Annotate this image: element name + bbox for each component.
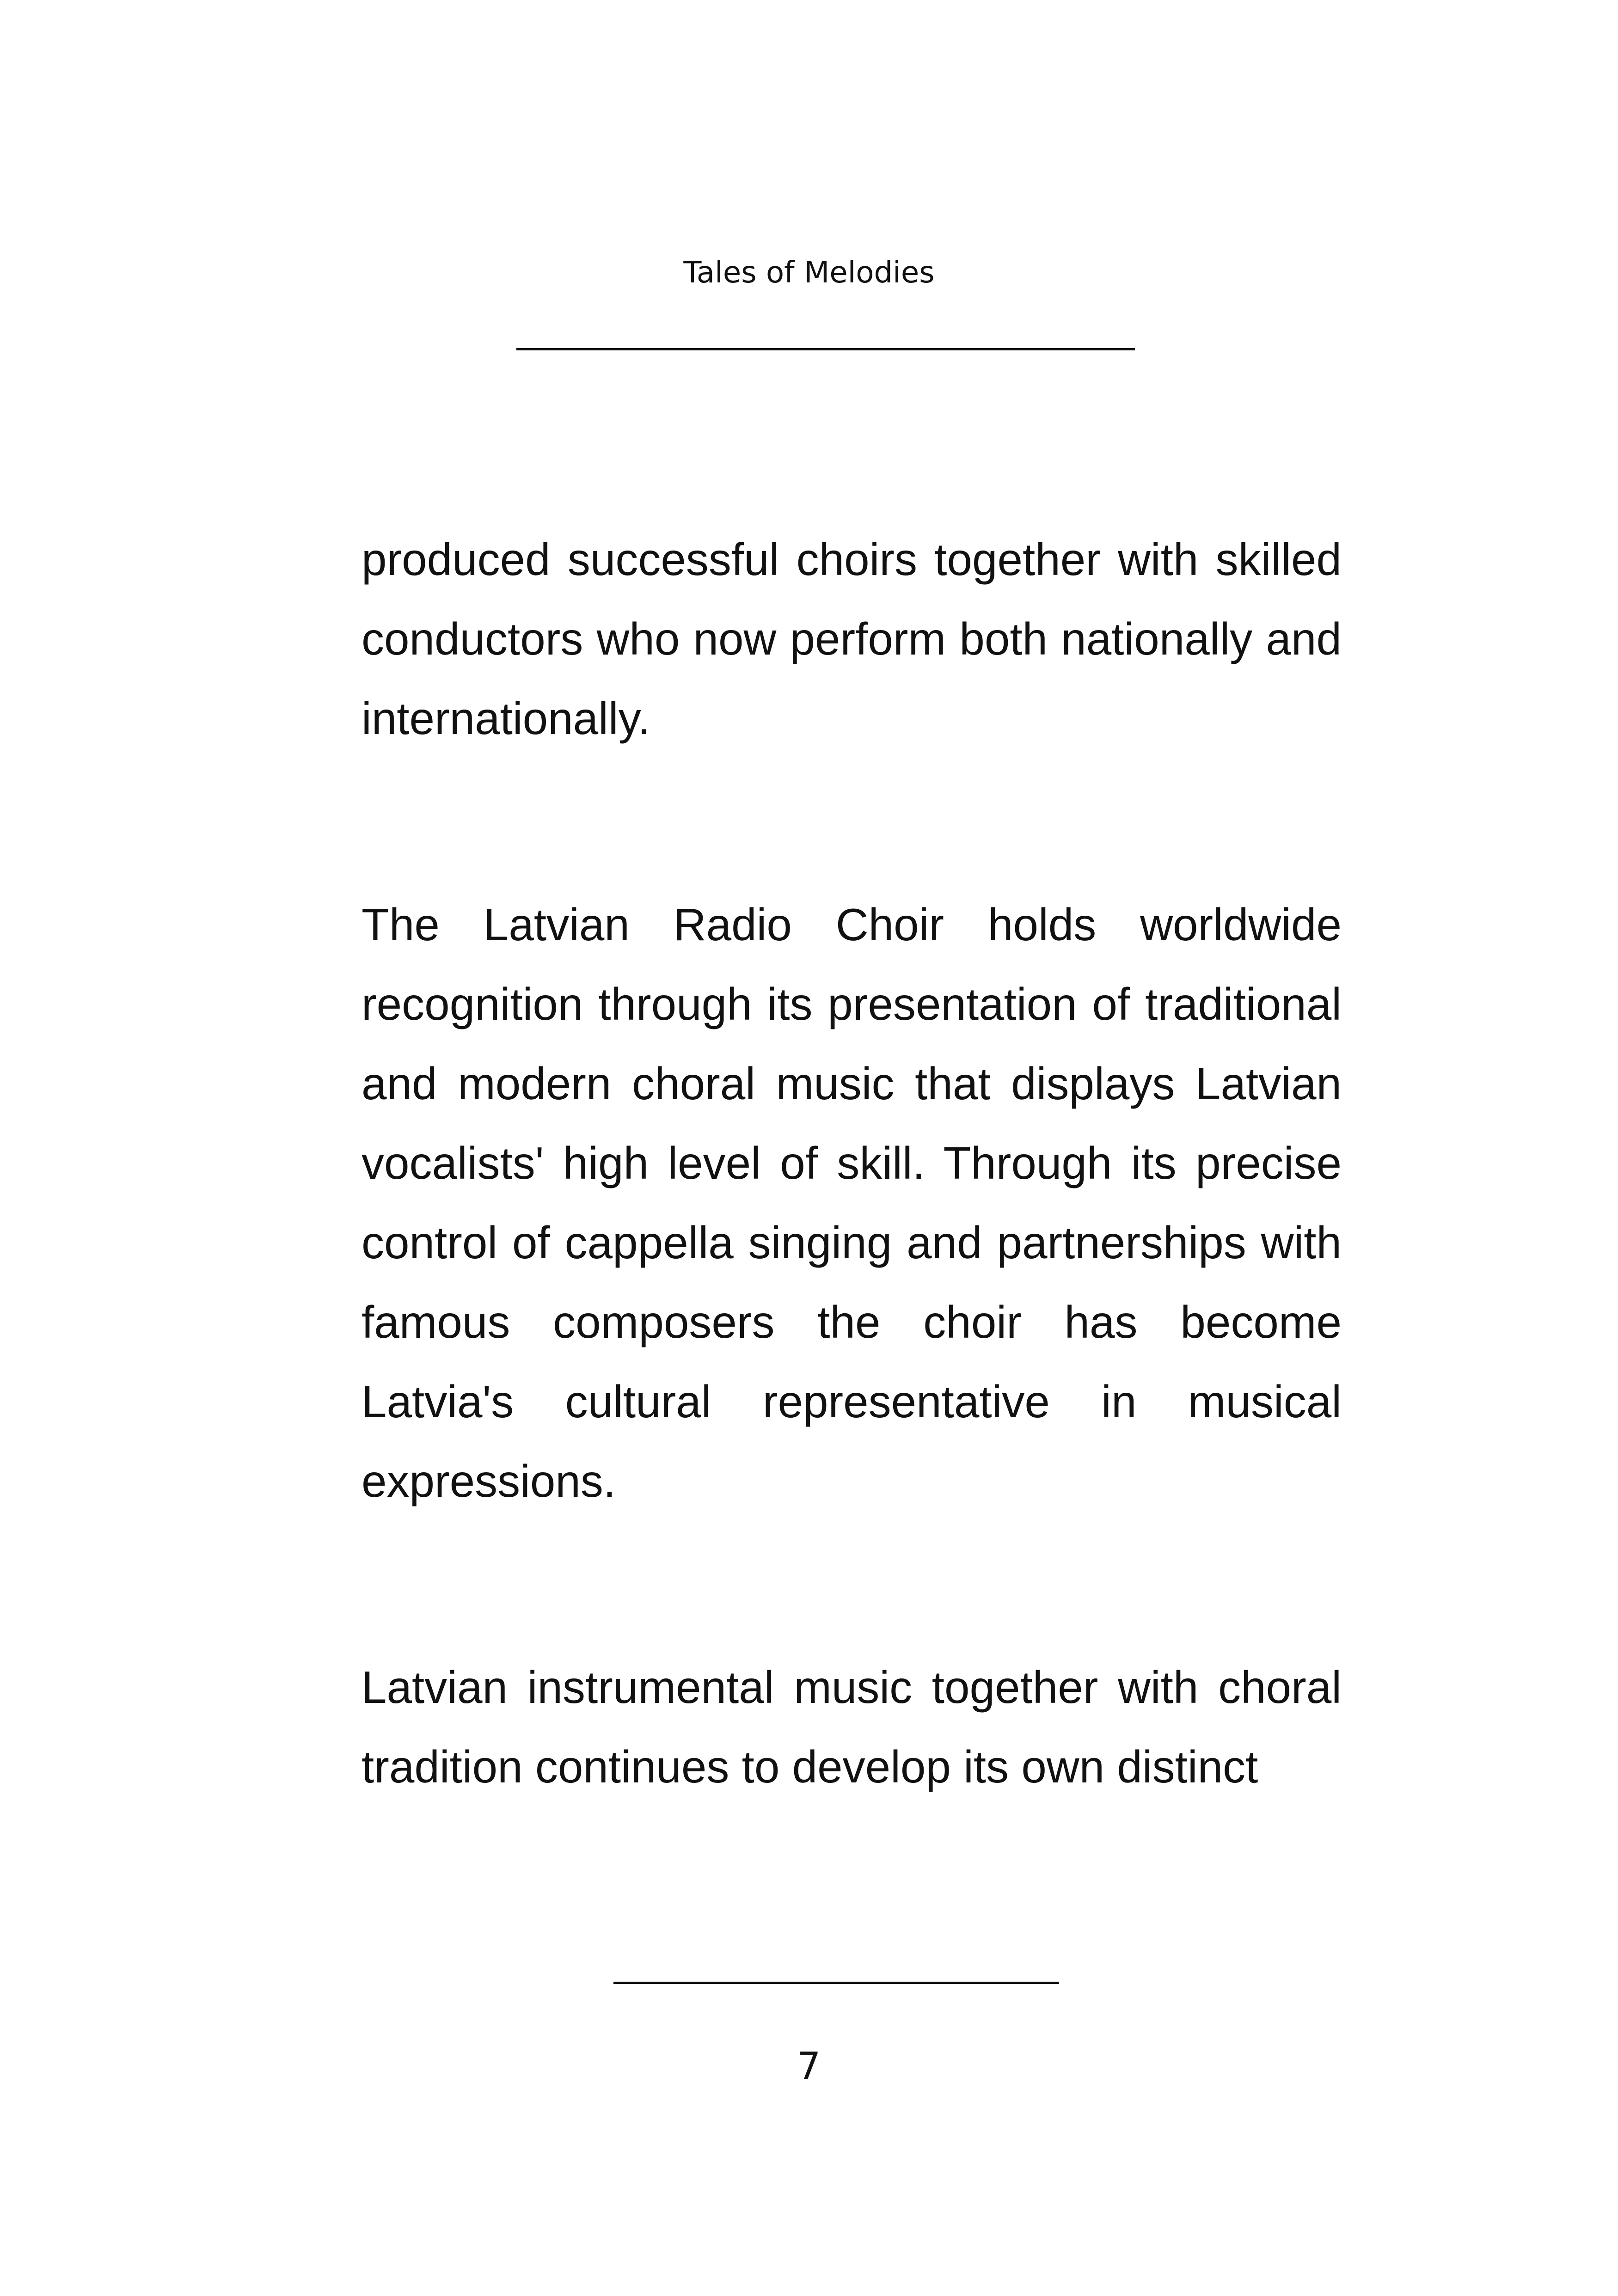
paragraph-text: The Latvian Radio Choir holds worldwide recognition through its presentation of traditional and modern choral music that displays Latvian vocalists' high level of skill. Through its precise control of cappella singing and partnerships with famous composers the choir has become Latvia's cultural representative in musical expressions. [362, 899, 1342, 1506]
paragraph-text: Latvian instrumental music together with choral tradition continues to develop its own distinct [362, 1662, 1342, 1792]
body-paragraph-1 [362, 520, 1342, 758]
body-paragraph-3 [362, 1647, 1342, 1806]
running-header: Tales of Melodies [683, 256, 935, 290]
paragraph-text: produced successful choirs together with skilled conductors who now perform both nationally and internationally. [362, 534, 1342, 744]
body-paragraph-2 [362, 885, 1342, 1521]
page-number: 7 [797, 2045, 821, 2088]
footer-divider [613, 1982, 1059, 1984]
header-divider [516, 348, 1135, 350]
